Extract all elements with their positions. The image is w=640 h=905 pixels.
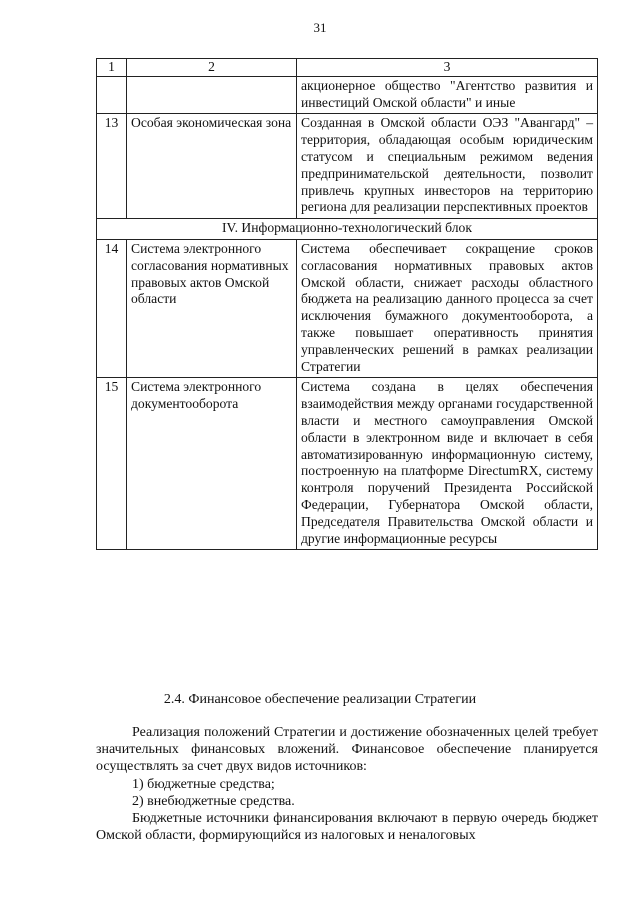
body-text xyxy=(96,724,598,844)
table-row xyxy=(97,114,598,219)
row-description-cell: Система обеспечивает сокращение сроков согласования нормативных правовых актов Омской области, снижает расходы областного бюджета на реализацию данного процесса за счет исключения бумажного документооборота, а также повышает оперативность принятия управленческих решений в рамках реализации Стратегии xyxy=(297,239,598,377)
row-description-cell: Система создана в целях обеспечения взаимодействия между органами государственной власти и местного самоуправления Омской области в электронном виде и включает в себя автоматизированную информационную систему, построенную на платформе DirectumRX, систему контроля поручений Президента Российской Федерации, Губернатора Омской области, Председателя Правительства Омской области и другие информационные ресурсы xyxy=(297,378,598,550)
row-number-cell: 14 xyxy=(97,239,127,377)
row-name-cell xyxy=(127,76,297,114)
row-number-cell: 13 xyxy=(97,114,127,219)
row-number-cell xyxy=(97,76,127,114)
paragraph: Реализация положений Стратегии и достижение обозначенных целей требует значительных финансовых вложений. Финансовое обеспечение планируется осуществлять за счет двух видов источников: xyxy=(96,725,598,775)
block-header-row xyxy=(97,219,598,240)
row-description-cell: акционерное общество "Агентство развития и инвестиций Омской области" и иные xyxy=(297,76,598,114)
page-number: 31 xyxy=(313,20,327,35)
paragraph: Бюджетные источники финансирования включают в первую очередь бюджет Омской области, формирующийся из налоговых и неналоговых xyxy=(96,811,598,844)
column-header: 2 xyxy=(127,59,297,77)
table-row xyxy=(97,76,598,114)
row-number-cell: 15 xyxy=(97,378,127,550)
list-item: 1) бюджетные средства; xyxy=(132,776,275,792)
section-title: 2.4. Финансовое обеспечение реализации Стратегии xyxy=(163,692,477,707)
row-name-cell: Система электронного документооборота xyxy=(127,378,297,550)
table-header-row xyxy=(97,59,598,77)
row-name-cell: Система электронного согласования нормативных правовых актов Омской области xyxy=(127,239,297,377)
column-header: 3 xyxy=(297,59,598,77)
block-title: IV. Информационно-технологический блок xyxy=(97,219,598,240)
row-description-cell: Созданная в Омской области ОЭЗ "Авангард" – территория, обладающая особым юридическим статусом и специальным режимом ведения предпринимательской деятельности, позволит привлечь крупных инвесторов на территорию региона для реализации перспективных проектов xyxy=(297,114,598,219)
row-name-cell: Особая экономическая зона xyxy=(127,114,297,219)
table-row xyxy=(97,378,598,550)
list-item: 2) внебюджетные средства. xyxy=(132,793,295,809)
column-header: 1 xyxy=(97,59,127,77)
strategy-table xyxy=(96,58,598,550)
table-row xyxy=(97,239,598,377)
